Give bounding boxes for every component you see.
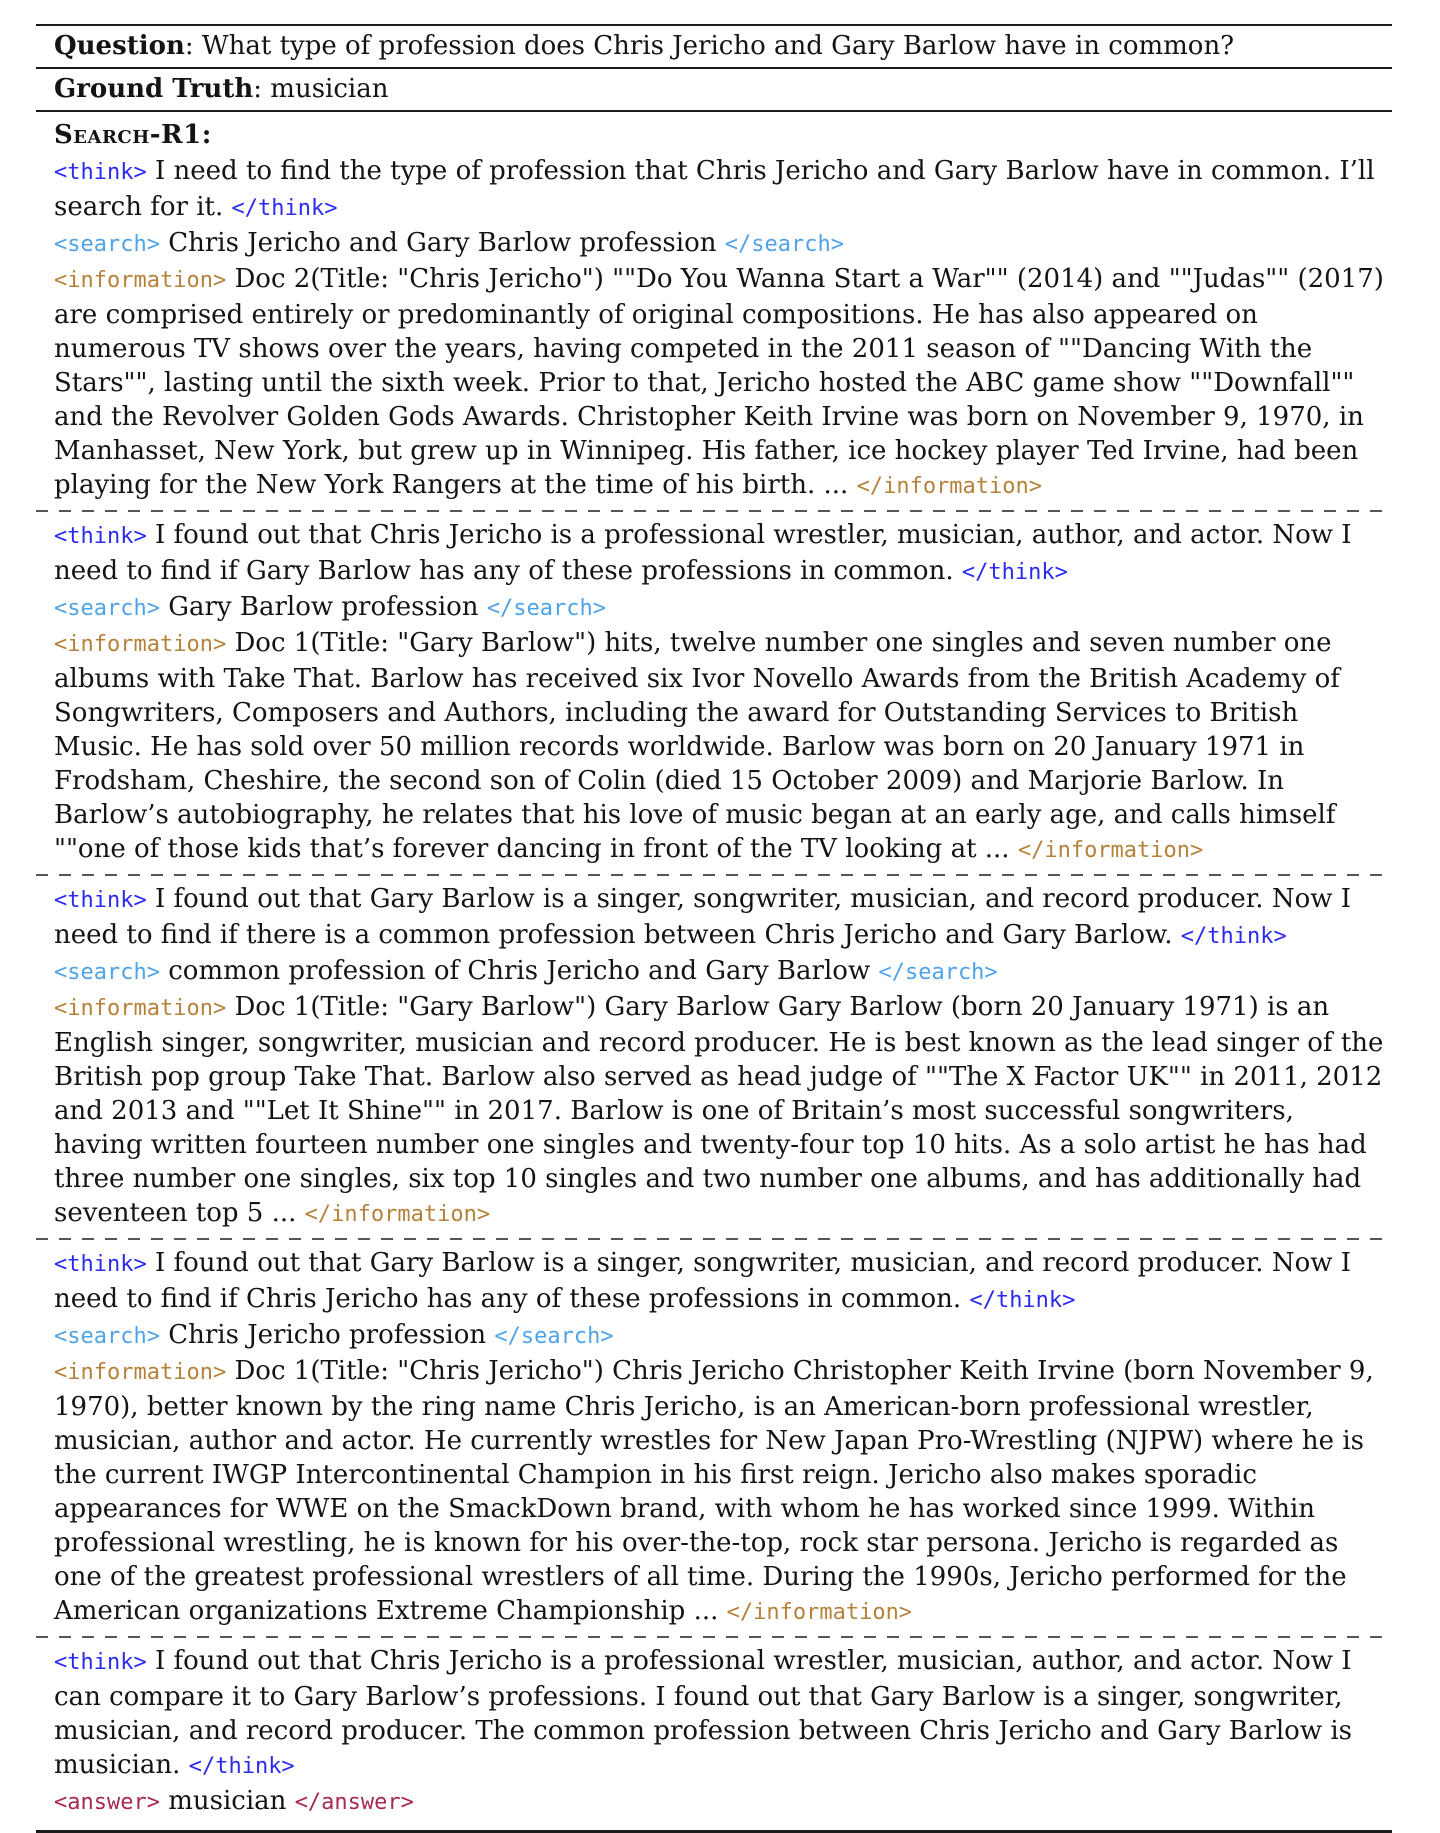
think-close-tag: </think>	[969, 1288, 1076, 1313]
trace-turn	[54, 882, 1390, 1232]
answer-text: musician	[159, 1786, 295, 1816]
turn-separator	[36, 1636, 1392, 1638]
search-open-tag: <search>	[54, 596, 160, 621]
model-name-separator: :	[201, 120, 212, 150]
search-segment	[54, 1318, 1390, 1354]
think-text: I found out that Chris Jericho is a professional wrestler, musician, author, and actor. Now I need to find if Gary Barlow has any of these professions in common.	[54, 520, 1352, 586]
think-segment	[54, 1644, 1390, 1784]
think-close-tag: </think>	[231, 196, 338, 221]
search-close-tag: </search>	[878, 960, 998, 985]
information-open-tag: <information>	[54, 1360, 227, 1385]
think-open-tag: <think>	[54, 1650, 147, 1675]
search-text: Gary Barlow profession	[159, 592, 487, 622]
information-open-tag: <information>	[54, 632, 227, 657]
ground-truth-label: Ground Truth	[54, 74, 254, 104]
information-segment	[54, 626, 1390, 868]
information-text: Doc 1(Title: "Gary Barlow") Gary Barlow Gary Barlow (born 20 January 1971) is an English singer, songwriter, musician and record producer. He is best known as the lead singer of the British pop group Take That. Barlow also served as head judge of ""The X Factor UK"" in 2011, 2012 and 2013 and ""Let It Shine"" in 2017. Barlow is one of Britain’s most successful songwriters, having written fourteen number one singles and twenty-four top 10 hits. As a solo artist he has had three number one singles, six top 10 singles and two number one albums, and has additionally had seventeen top 5 ...	[54, 992, 1384, 1228]
turn-separator	[36, 510, 1392, 512]
search-r1-trace	[0, 112, 1440, 1830]
trace-turn	[54, 1644, 1390, 1820]
information-text: Doc 1(Title: "Chris Jericho") Chris Jericho Christopher Keith Irvine (born November 9, 1970), better known by the ring name Chris Jericho, is an American-born professional wrestler, musician, author and actor. He currently wrestles for New Japan Pro-Wrestling (NJPW) where he is the current IWGP Intercontinental Champion in his first reign. Jericho also makes sporadic appearances for WWE on the SmackDown brand, with whom he has worked since 1999. Within professional wrestling, he is known for his over-the-top, rock star persona. Jericho is regarded as one of the greatest professional wrestlers of all time. During the 1990s, Jericho performed for the American organizations Extreme Championship ...	[54, 1356, 1374, 1626]
ground-truth-separator: :	[253, 74, 271, 104]
think-segment	[54, 1246, 1390, 1318]
think-text: I found out that Gary Barlow is a singer, songwriter, musician, and record producer. Now I need to find if there is a common profession between Chris Jericho and Gary Barlow.	[54, 884, 1352, 950]
trace-turns	[54, 154, 1390, 1820]
search-segment	[54, 954, 1390, 990]
information-open-tag: <information>	[54, 996, 227, 1021]
question-row	[0, 26, 1440, 67]
trace-turn	[54, 154, 1390, 504]
model-name-header	[54, 118, 1390, 152]
think-segment	[54, 882, 1390, 954]
search-text: common profession of Chris Jericho and Gary Barlow	[159, 956, 879, 986]
answer-open-tag: <answer>	[54, 1790, 160, 1815]
think-segment	[54, 154, 1390, 226]
answer-segment	[54, 1784, 1390, 1820]
turn-separator	[36, 874, 1392, 876]
search-text: Chris Jericho and Gary Barlow profession	[159, 228, 725, 258]
ground-truth-text: musician	[270, 74, 389, 104]
information-segment	[54, 990, 1390, 1232]
search-close-tag: </search>	[486, 596, 607, 621]
turn-separator	[36, 1238, 1392, 1240]
trace-turn	[54, 1246, 1390, 1630]
think-open-tag: <think>	[54, 1252, 147, 1277]
information-close-tag: </information>	[726, 1600, 913, 1625]
think-close-tag: </think>	[961, 560, 1068, 585]
answer-close-tag: </answer>	[294, 1790, 414, 1815]
search-open-tag: <search>	[54, 960, 160, 985]
search-open-tag: <search>	[54, 232, 160, 257]
search-close-tag: </search>	[494, 1324, 614, 1349]
search-text: Chris Jericho profession	[159, 1320, 495, 1350]
search-close-tag: </search>	[724, 232, 844, 257]
information-close-tag: </information>	[1017, 838, 1204, 863]
think-open-tag: <think>	[54, 160, 147, 185]
trace-turn	[54, 518, 1390, 868]
think-open-tag: <think>	[54, 524, 147, 549]
information-text: Doc 1(Title: "Gary Barlow") hits, twelve number one singles and seven number one albums with Take That. Barlow has received six Ivor Novello Awards from the British Academy of Songwriters, Composers and Authors, including the award for Outstanding Services to British Music. He has sold over 50 million records worldwide. Barlow was born on 20 January 1971 in Frodsham, Cheshire, the second son of Colin (died 15 October 2009) and Marjorie Barlow. In Barlow’s autobiography, he relates that his love of music began at an early age, and calls himself ""one of those kids that’s forever dancing in front of the TV looking at ...	[54, 628, 1340, 864]
think-open-tag: <think>	[54, 888, 147, 913]
think-close-tag: </think>	[1180, 924, 1287, 949]
think-text: I found out that Chris Jericho is a professional wrestler, musician, author, and actor. Now I can compare it to Gary Barlow’s professions. I found out that Gary Barlow is a singer, songwriter, musician, and record producer. The common profession between Chris Jericho and Gary Barlow is musician.	[54, 1646, 1352, 1780]
search-segment	[54, 226, 1390, 262]
information-segment	[54, 1354, 1390, 1630]
information-close-tag: </information>	[856, 474, 1043, 499]
information-segment	[54, 262, 1390, 504]
think-close-tag: </think>	[188, 1754, 295, 1779]
ground-truth-row	[0, 69, 1440, 110]
model-name: Search-R1	[54, 120, 202, 150]
think-segment	[54, 518, 1390, 590]
search-segment	[54, 590, 1390, 626]
question-text: What type of profession does Chris Jericho and Gary Barlow have in common?	[201, 31, 1235, 61]
think-text: I need to find the type of profession that Chris Jericho and Gary Barlow have in common. I’ll search for it.	[54, 156, 1375, 222]
information-close-tag: </information>	[304, 1202, 491, 1227]
think-text: I found out that Gary Barlow is a singer, songwriter, musician, and record producer. Now I need to find if Chris Jericho has any of these professions in common.	[54, 1248, 1352, 1314]
search-open-tag: <search>	[54, 1324, 160, 1349]
question-separator: :	[184, 31, 202, 61]
information-open-tag: <information>	[54, 268, 227, 293]
question-label: Question	[54, 31, 185, 61]
information-text: Doc 2(Title: "Chris Jericho") ""Do You Wanna Start a War"" (2014) and ""Judas"" (2017) are comprised entirely or predominantly of original compositions. He has also appeared on numerous TV shows over the years, having competed in the 2011 season of ""Dancing With the Stars"", lasting until the sixth week. Prior to that, Jericho hosted the ABC game show ""Downfall"" and the Revolver Golden Gods Awards. Christopher Keith Irvine was born on November 9, 1970, in Manhasset, New York, but grew up in Winnipeg. His father, ice hockey player Ted Irvine, had been playing for the New York Rangers at the time of his birth. ...	[54, 264, 1384, 500]
